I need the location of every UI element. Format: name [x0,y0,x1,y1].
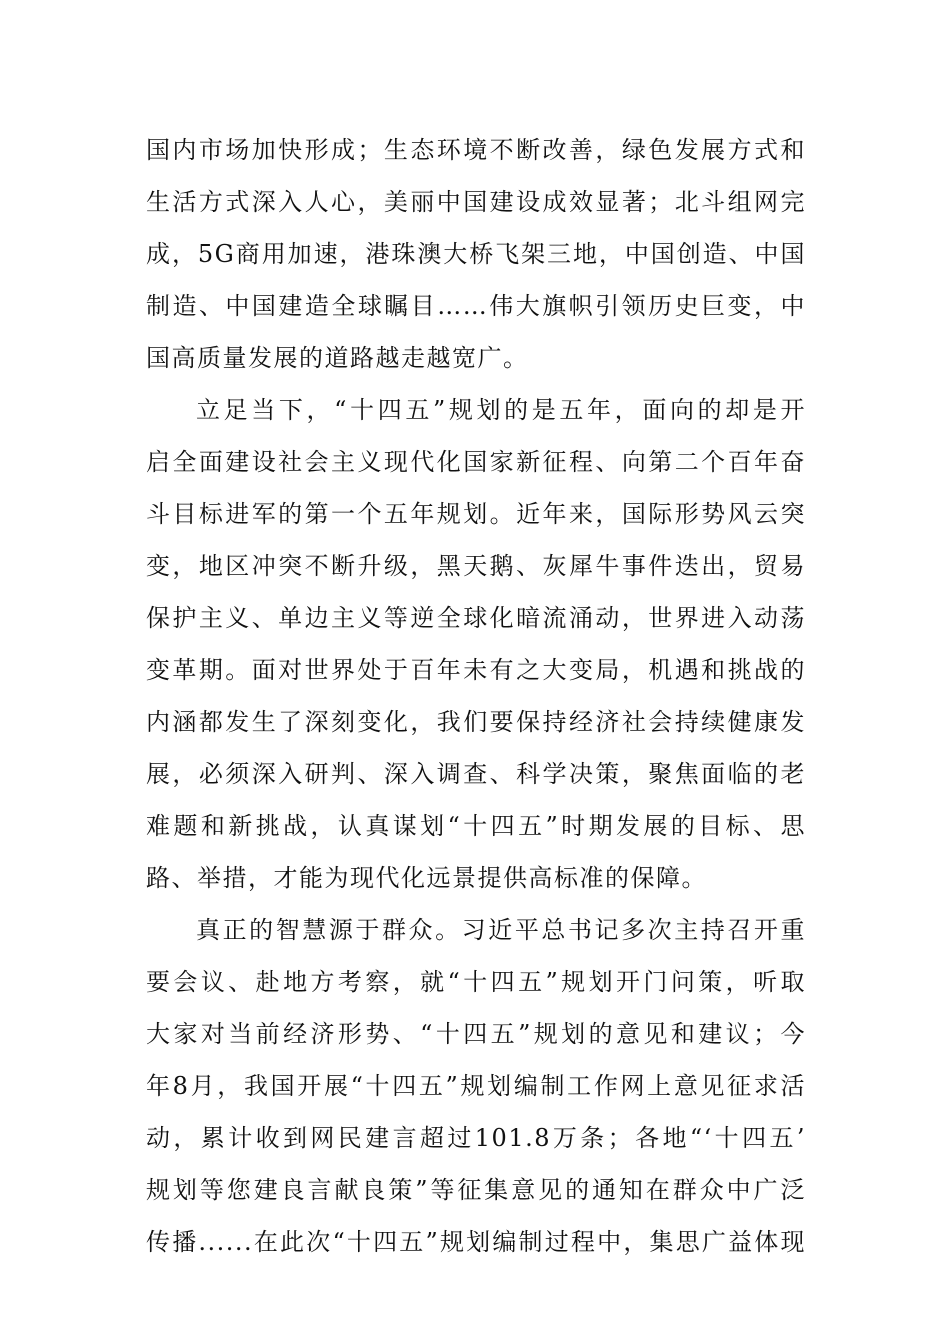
paragraph-2-line-5: 保护主义、单边主义等逆全球化暗流涌动，世界进入动荡 [146,604,806,632]
paragraph-3-line-2: 要会议、赴地方考察，就“十四五”规划开门问策，听取 [146,968,806,996]
paragraph-3-line-6: 规划等您建良言献良策”等征集意见的通知在群众中广泛 [146,1176,806,1204]
paragraph-2-line-2: 启全面建设社会主义现代化国家新征程、向第二个百年奋 [146,448,806,476]
paragraph-1-line-1: 国内市场加快形成；生态环境不断改善，绿色发展方式和 [146,136,806,164]
paragraph-2-line-7: 内涵都发生了深刻变化，我们要保持经济社会持续健康发 [146,708,806,736]
paragraph-1-line-5: 国高质量发展的道路越走越宽广。 [146,344,529,372]
paragraph-2-line-10: 路、举措，才能为现代化远景提供高标准的保障。 [146,864,707,892]
paragraph-3-line-4: 年8月，我国开展“十四五”规划编制工作网上意见征求活 [146,1072,806,1100]
paragraph-3-line-3: 大家对当前经济形势、“十四五”规划的意见和建议；今 [146,1020,806,1048]
paragraph-1-line-3: 成，5G商用加速，港珠澳大桥飞架三地，中国创造、中国 [146,240,806,268]
paragraph-3-line-5: 动，累计收到网民建言超过101.8万条；各地“‘十四五’ [146,1124,806,1152]
paragraph-2-line-4: 变，地区冲突不断升级，黑天鹅、灰犀牛事件迭出，贸易 [146,552,806,580]
paragraph-2-line-3: 斗目标进军的第一个五年规划。近年来，国际形势风云突 [146,500,806,528]
body-text [146,124,806,1268]
paragraph-1-line-2: 生活方式深入人心，美丽中国建设成效显著；北斗组网完 [146,188,806,216]
paragraph-1-line-4: 制造、中国建造全球瞩目……伟大旗帜引领历史巨变，中 [146,292,806,320]
paragraph-3-line-1: 真正的智慧源于群众。习近平总书记多次主持召开重 [196,916,806,944]
paragraph-2-line-9: 难题和新挑战，认真谋划“十四五”时期发展的目标、思 [146,812,806,840]
paragraph-2-line-1: 立足当下，“十四五”规划的是五年，面向的却是开 [196,396,806,424]
paragraph-2-line-8: 展，必须深入研判、深入调查、科学决策，聚焦面临的老 [146,760,806,788]
paragraph-2-line-6: 变革期。面对世界处于百年未有之大变局，机遇和挑战的 [146,656,806,684]
paragraph-3-line-7: 传播......在此次“十四五”规划编制过程中，集思广益体现 [146,1228,806,1256]
